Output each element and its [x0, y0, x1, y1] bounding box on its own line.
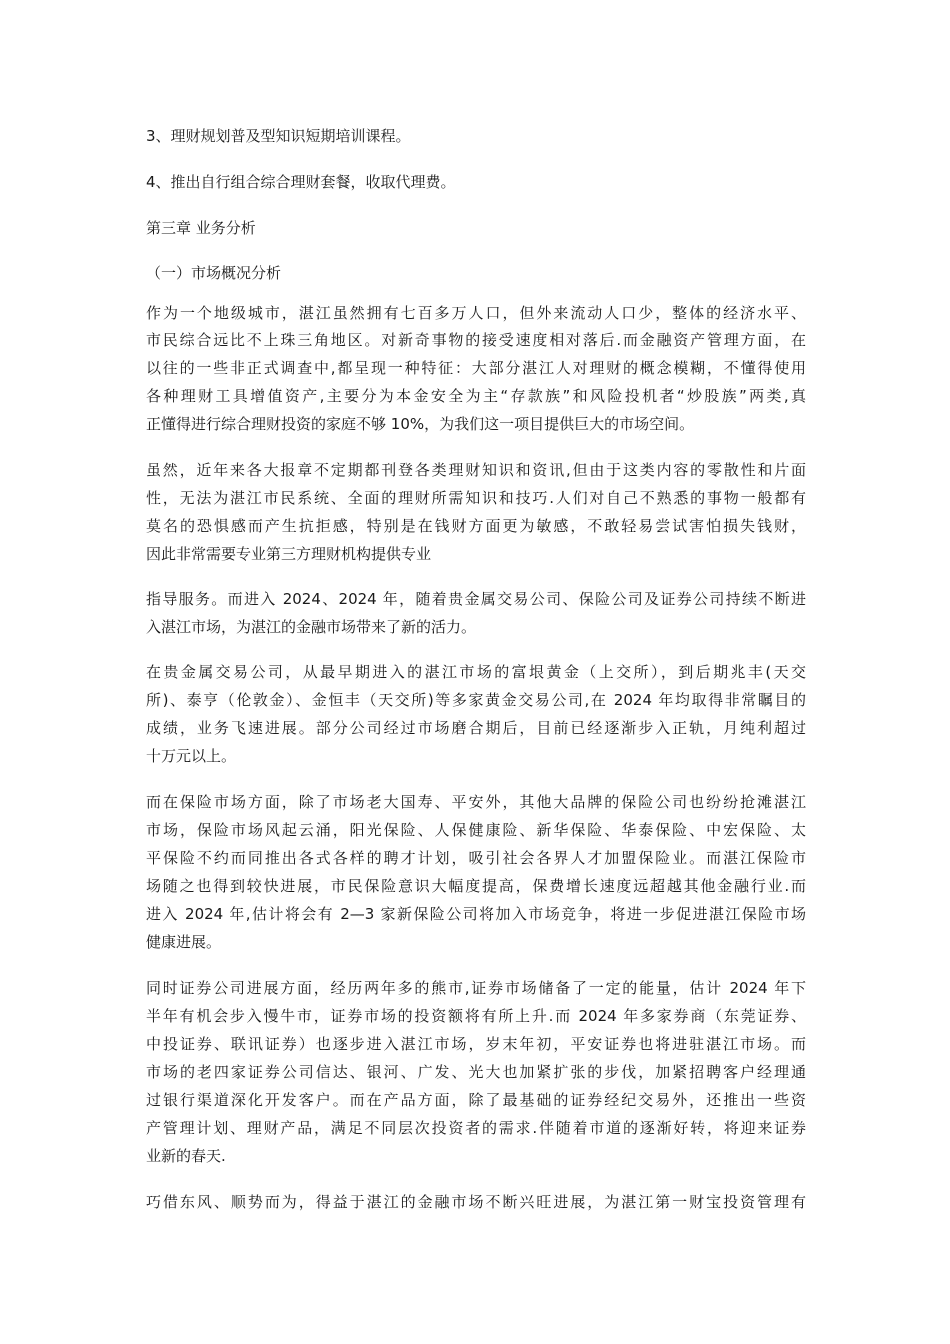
- paragraph-5-line-6: 健康进展。: [146, 933, 222, 951]
- paragraph-3-line-2: 入湛江市场，为湛江的金融市场带来了新的活力。: [146, 618, 477, 636]
- paragraph-6-line-2: 半年有机会步入慢牛市，证券市场的投资额将有所上升.而 2024 年多家券商（东莞证券、: [146, 1007, 806, 1025]
- paragraph-2-line-4: 因此非常需要专业第三方理财机构提供专业: [146, 545, 432, 563]
- paragraph-1-line-3: 以往的一些非正式调查中,都呈现一种特征：大部分湛江人对理财的概念模糊，不懂得使用: [146, 359, 806, 377]
- paragraph-6-line-1: 同时证券公司进展方面，经历两年多的熊市,证券市场储备了一定的能量，估计 2024 年下: [146, 979, 806, 997]
- paragraph-2-line-3: 莫名的恐惧感而产生抗拒感，特别是在钱财方面更为敏感，不敢轻易尝试害怕损失钱财，: [146, 517, 806, 535]
- paragraph-4-line-1: 在贵金属交易公司，从最早期进入的湛江市场的富垠黄金（上交所），到后期兆丰(天交: [146, 663, 806, 681]
- list-item-4: 4、推出自行组合综合理财套餐，收取代理费。: [146, 173, 456, 191]
- paragraph-5-line-4: 场随之也得到较快进展，市民保险意识大幅度提高，保费增长速度远超越其他金融行业.而: [146, 877, 806, 895]
- paragraph-6-line-6: 产管理计划、理财产品，满足不同层次投资者的需求.伴随着市道的逐渐好转，将迎来证券: [146, 1119, 806, 1137]
- paragraph-3-line-1: 指导服务。而进入 2024、2024 年，随着贵金属交易公司、保险公司及证券公司持续不断进: [146, 590, 806, 608]
- paragraph-4-line-2: 所)、泰亨（伦敦金）、金恒丰（天交所)等多家黄金交易公司,在 2024 年均取得非常瞩目的: [146, 691, 806, 709]
- list-item-3: 3、理财规划普及型知识短期培训课程。: [146, 127, 411, 145]
- paragraph-5-line-2: 市场，保险市场风起云涌，阳光保险、人保健康险、新华保险、华泰保险、中宏保险、太: [146, 821, 806, 839]
- paragraph-6-line-3: 中投证券、联讯证券）也逐步进入湛江市场，岁末年初，平安证券也将进驻湛江市场。而: [146, 1035, 806, 1053]
- paragraph-1-line-4: 各种理财工具增值资产,主要分为本金安全为主“存款族”和风险投机者“炒股族”两类,真: [146, 387, 806, 405]
- section-heading: （一）市场概况分析: [146, 264, 282, 282]
- paragraph-2-line-1: 虽然，近年来各大报章不定期都刊登各类理财知识和资讯,但由于这类内容的零散性和片面: [146, 461, 806, 479]
- paragraph-1-line-2: 市民综合远比不上珠三角地区。对新奇事物的接受速度相对落后.而金融资产管理方面，在: [146, 331, 806, 349]
- paragraph-5-line-1: 而在保险市场方面，除了市场老大国寿、平安外，其他大品牌的保险公司也纷纷抢滩湛江: [146, 793, 806, 811]
- chapter-heading: 第三章 业务分析: [146, 219, 256, 237]
- paragraph-6-line-7: 业新的春天.: [146, 1147, 226, 1165]
- paragraph-5-line-5: 进入 2024 年,估计将会有 2—3 家新保险公司将加入市场竞争，将进一步促进湛江保险市场: [146, 905, 806, 923]
- paragraph-4-line-4: 十万元以上。: [146, 747, 237, 765]
- paragraph-2-line-2: 性，无法为湛江市民系统、全面的理财所需知识和技巧.人们对自己不熟悉的事物一般都有: [146, 489, 806, 507]
- paragraph-7-line-1: 巧借东风、顺势而为，得益于湛江的金融市场不断兴旺进展，为湛江第一财宝投资管理有: [146, 1193, 806, 1211]
- paragraph-1-line-1: 作为一个地级城市，湛江虽然拥有七百多万人口，但外来流动人口少，整体的经济水平、: [146, 304, 806, 322]
- paragraph-1-line-5: 正懂得进行综合理财投资的家庭不够 10%，为我们这一项目提供巨大的市场空间。: [146, 415, 695, 433]
- paragraph-4-line-3: 成绩，业务飞速进展。部分公司经过市场磨合期后，目前已经逐渐步入正轨，月纯利超过: [146, 719, 806, 737]
- paragraph-5-line-3: 平保险不约而同推出各式各样的聘才计划，吸引社会各界人才加盟保险业。而湛江保险市: [146, 849, 806, 867]
- paragraph-6-line-5: 过银行渠道深化开发客户。而在产品方面，除了最基础的证券经纪交易外，还推出一些资: [146, 1091, 806, 1109]
- paragraph-6-line-4: 市场的老四家证券公司信达、银河、广发、光大也加紧扩张的步伐，加紧招聘客户经理通: [146, 1063, 806, 1081]
